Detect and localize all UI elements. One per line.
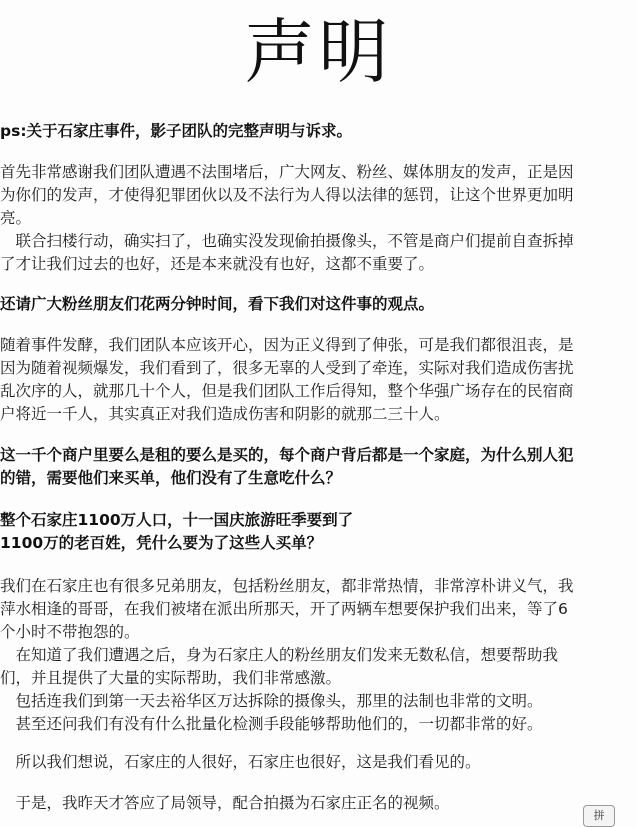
paragraph-line: 联合扫楼行动，确实扫了，也确实没发现偷拍摄像头，不管是商户们提前自查拆掉 — [0, 232, 574, 250]
paragraph-line: 因为随着视频爆发，我们看到了，很多无辜的人受到了牵连，实际对我们造成伤害扰 — [0, 359, 574, 377]
paragraph-line: 户将近一千人，其实真正对我们造成伤害和阴影的就那二三十人。 — [0, 405, 450, 423]
paragraph-line: 个小时不带抱怨的。 — [0, 623, 140, 641]
paragraph-line: 亮。 — [0, 209, 32, 227]
paragraph-line: 甚至还问我们有没有什么批量化检测手段能够帮助他们的，一切都非常的好。 — [0, 715, 543, 733]
paragraph-line: 随着事件发酵，我们团队本应该开心，因为正义得到了伸张，可是我们都很沮丧，是 — [0, 336, 574, 354]
paragraph-line: 所以我们想说，石家庄的人很好，石家庄也很好，这是我们看见的。 — [0, 753, 481, 771]
bold-paragraph-line: 这一千个商户里要么是租的要么是买的，每个商户背后都是一个家庭，为什么别人犯 — [0, 446, 574, 464]
bold-paragraph-line: 的错，需要他们来买单，他们没有了生意吃什么？ — [0, 469, 342, 487]
paragraph-line: 为你们的发声，才使得犯罪团伙以及不法行为人得以法律的惩罚，让这个世界更加明 — [0, 186, 574, 204]
paragraph-line: 们，并且提供了大量的实际帮助，我们非常感激。 — [0, 669, 342, 687]
bold-paragraph-line: 整个石家庄1100万人口，十一国庆旅游旺季要到了 — [0, 511, 354, 529]
paragraph-line: 包括连我们到第一天去裕华区万达拆除的摄像头，那里的法制也非常的文明。 — [0, 692, 543, 710]
paragraph-line: 我们在石家庄也有很多兄弟朋友，包括粉丝朋友，都非常热情，非常淳朴讲义气，我 — [0, 577, 574, 595]
paragraph-line: 于是，我昨天才答应了局领导，配合拍摄为石家庄正名的视频。 — [0, 794, 450, 812]
paragraph-line: 在知道了我们遭遇之后，身为石家庄人的粉丝朋友们发来无数私信，想要帮助我 — [0, 646, 559, 664]
bold-paragraph-line: 1100万的老百姓，凭什么要为了这些人买单？ — [0, 534, 323, 552]
paragraph-line: 首先非常感谢我们团队遭遇不法围堵后，广大网友、粉丝、媒体朋友的发声，正是因 — [0, 163, 574, 181]
document-title: 声明 — [244, 11, 393, 93]
statement-heading: ps:关于石家庄事件，影子团队的完整声明与诉求。 — [0, 122, 353, 140]
paragraph-line: 乱次序的人，就那几十个人，但是我们团队工作后得知，整个华强广场存在的民宿商 — [0, 382, 574, 400]
paragraph-line: 了才让我们过去的也好，还是本来就没有也好，这都不重要了。 — [0, 255, 435, 273]
paragraph-line: 萍水相逢的哥哥，在我们被堵在派出所那天，开了两辆车想要保护我们出来，等了6 — [0, 600, 568, 618]
bold-paragraph-line: 还请广大粉丝朋友们花两分钟时间，看下我们对这件事的观点。 — [0, 295, 435, 313]
input-method-button[interactable]: 拼 — [583, 805, 615, 827]
